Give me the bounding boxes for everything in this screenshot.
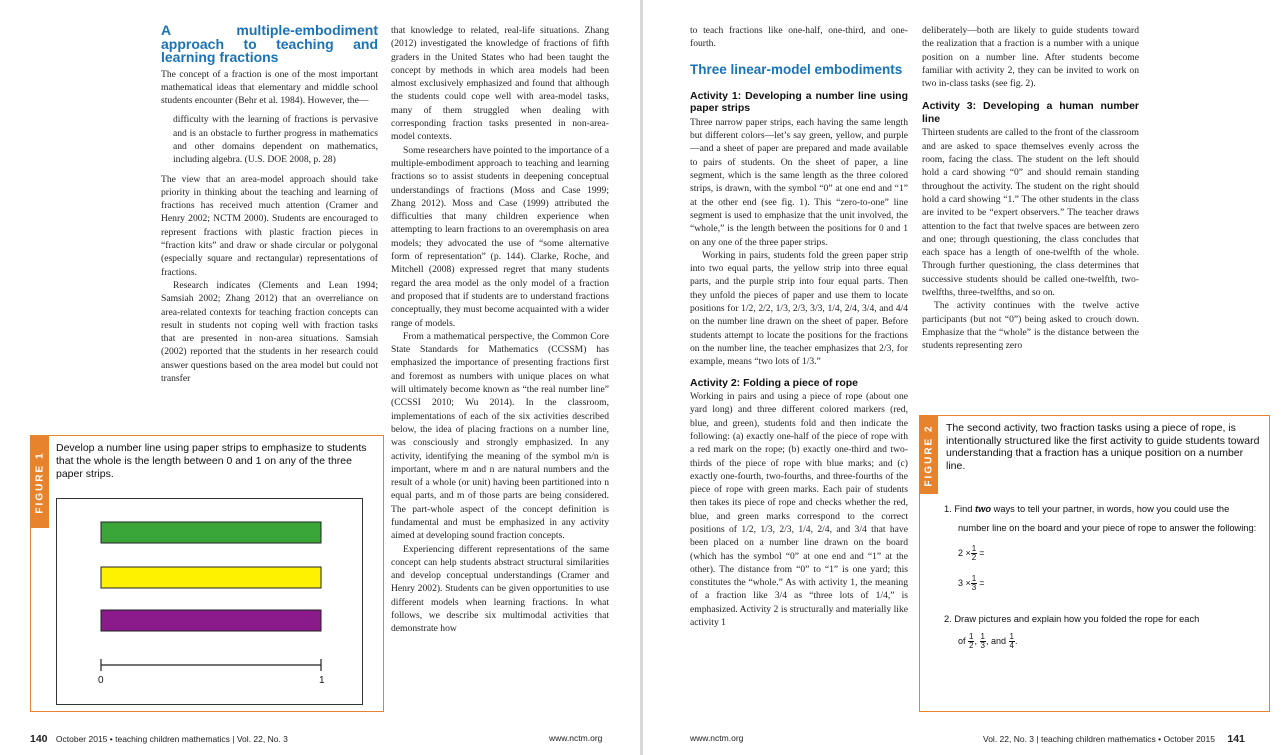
paragraph: The view that an area-model approach should take priority in thinking about the teaching and learning of fractions has received much attention (Cramer and Henry 2002; NCTM 2000). Students are encouraged to represent fractions with plastic fraction pieces in “fraction kits” and draw or shade circular or polygonal (especially square and rectangular) representations of fractions. — [161, 173, 378, 278]
right-column-1 — [690, 24, 908, 629]
paragraph: Working in pairs and using a piece of rope (about one yard long) and three different colored markers (red, blue, and green), students fold and then indicate the following: (a) exactly one-half of the piece of rope with a red mark on the rope; (b) exactly one-third and two-thirds of the piece of rope with blue marks; and (c) exactly one-fourth, two-fourths, and three-fourths of the piece of rope with green marks. Each pair of students then takes its piece of rope and checks whether the red, blue, and green marks correspond to the correct positions of 1/2, 1/3, 2/3, 1/4, 2/4, and 3/4 that have been placed on a number line drawn on the board (which has the symbol “0” at one end and “1” at the other). The distance from “0” to “1” is one yard; this constitutes the “whole.” As with activity 1, the meaning of a fraction like 3/4 as “three lots of 1/4,” is emphasized. Activity 2 is structurally and materially like activity 1 — [690, 391, 908, 629]
page-number: 141 — [1227, 733, 1245, 745]
activity-1-title: Activity 1: Developing a number line using paper strips — [690, 89, 908, 115]
figure-2-task-list — [944, 500, 1262, 653]
paragraph: Thirteen students are called to the front of the classroom and are asked to space themselves evenly across the room, facing the class. The student on the left should hold a card showing “0” and should remain standing throughout the activity. The student on the right should hold a card showing “1.” The other students in the class are invited to be “expert observers.” The teacher draws attention to the fact that twelve spaces are between zero and one; through questioning, the class concludes that each space has a length of one-twelfth of the whole. Through further questioning, the class determines that successive students should be called one-twelfth, two-twelfths, three-twelfths, and so on. — [922, 127, 1139, 299]
paragraph: From a mathematical perspective, the Common Core State Standards for Mathematics (CCSSM) has emphasized the importance of presenting fractions first and foremost as numbers with unique places on what will ultimately become known as “the real number line” (CCSSI 2010; Wu 2014). In the classroom, implementations of each of the six activities described below, the idea of placing fractions on a number line, was consciously and strongly emphasized. In any activity, identifying the meaning of the symbol m/n is important, where m and n are natural numbers and the result of a whole (or unit) having been partitioned into n equal parts, and m of those parts are being considered. The part-whole aspect of the concept definition is fundamental and must be emphasized in any activity aimed at developing sound fraction concepts. — [391, 330, 609, 542]
task-1-prefix: 1. Find — [944, 504, 973, 514]
figure-1-label: FIGURE 1 — [34, 450, 46, 514]
paragraph: deliberately—both are likely to guide students toward the realization that a fraction is a number with a unique position on a number line. After students become familiar with activity 2, they can be invited to work on two in-class tasks (see fig. 2). — [922, 25, 1139, 90]
paper-strips-diagram — [57, 499, 362, 704]
right-column-2 — [922, 24, 1139, 353]
equals-sign: = — [979, 547, 985, 558]
paragraph: Experiencing different representations of the same concept can help students abstract structural similarities and develop conceptual understandings (Cramer and Henry 2002). Students can be given opportunities to use different models when learning fractions. In what follows, we describe six multimodal activities that demonstrate how — [391, 543, 609, 635]
label-zero: 0 — [98, 675, 104, 686]
left-column-2 — [391, 24, 609, 636]
left-column-1 — [161, 24, 378, 385]
right-page — [643, 0, 1283, 755]
fraction: $\frac{1}{3}$ — [980, 631, 985, 650]
fraction: $\frac{1}{3}$ — [971, 573, 977, 592]
fraction: $\frac{1}{2}$ — [969, 631, 974, 650]
equals-sign: = — [979, 577, 985, 588]
paragraph: that knowledge to related, real-life situations. Zhang (2012) investigated the knowledge of fractions of fifth graders in the United States who had been taught the concept by methods in which area models had been almost exclusively emphasized and found that although the students could cope well with area-model tasks, many of them struggled when dealing with corresponding fraction tasks presented in non-area-model contexts. — [391, 25, 609, 143]
left-page — [0, 0, 640, 755]
figure-1-illustration — [56, 498, 363, 705]
journal-info: Vol. 22, No. 3 | teaching children mathematics • October 2015 — [983, 734, 1215, 744]
fraction: $\frac{1}{2}$ — [971, 543, 977, 562]
expr-1-mult: 2 × — [958, 547, 971, 558]
paragraph: to teach fractions like one-half, one-third, and one-fourth. — [690, 25, 908, 50]
paragraph: The activity continues with the twelve active participants (but not “0”) being asked to crouch down. Emphasize that the “whole” is the distance between the students representing zero — [922, 300, 1139, 352]
page-number: 140 — [30, 733, 48, 745]
left-footer — [30, 733, 288, 745]
activity-3-title: Activity 3: Developing a human number line — [922, 100, 1139, 125]
paragraph: Working in pairs, students fold the green paper strip into two equal parts, the yellow strip into three equal parts, and the purple strip into four equal parts. Then they unfold the pieces of paper and use them to locate positions for 1/2, 2/2, 1/3, 2/3, 3/3, 1/4, 2/4, 3/4, and 4/4 on the number line drawn on the sheet of paper. Before students attempt to locate the positions for the fractions on the number line, the teacher emphasizes that 2/3, for example, means “two lots of 1/3.” — [690, 249, 908, 368]
fraction: $\frac{1}{4}$ — [1009, 631, 1014, 650]
section-heading: Three linear-model embodiments — [690, 61, 903, 77]
figure-1-caption: Develop a number line using paper strips to emphasize to students that the whole is the length between 0 and 1 on any of the three paper strips. — [56, 442, 367, 480]
paragraph: Some researchers have pointed to the importance of a multiple-embodiment approach to teaching and learning fractions so to assist students in deepening conceptual understandings of fractions (Moss and Case 1999; Zhang 2012). Moss and Case (1999) attributed the difficulties that many children experience when attempting to learn fractions to an overemphasis on area models; they advocated the use of “some alternative form of representation” (p. 144). Clarke, Roche, and Mitchell (2008) expressed regret that many students regard the area model as the only model of a fraction and proposed that if students are to understand fractions conceptually, they must become acquainted with a wider range of models. — [391, 144, 609, 329]
figure-2-label: FIGURE 2 — [923, 423, 935, 487]
task-1-text: ways to tell your partner, in words, how you could use the number line on the board and your piece of rope to answer the following: — [958, 504, 1257, 533]
task-1-emphasis: two — [975, 504, 992, 514]
right-footer — [983, 733, 1245, 745]
expression-2 — [958, 568, 1262, 598]
paragraph: Research indicates (Clements and Lean 1994; Samsiah 2002; Zhang 2012) that an overreliance on area-related contexts for teaching fraction concepts can result in students not coping well with fraction tasks that are presented in non-area situations. Samsiah (2002) reported that the students in her research could answer questions based on the area model but could not transfer — [161, 279, 378, 385]
figure-2-caption: The second activity, two fraction tasks using a piece of rope, is intentionally structured like the first activity to guide students toward understanding that a fraction has a unique position on a number line. — [946, 422, 1260, 472]
activity-2-title: Activity 2: Folding a piece of rope — [690, 376, 859, 389]
of-word: of — [958, 635, 966, 646]
figure-2-tab — [920, 416, 938, 494]
figure-1-tab — [31, 436, 49, 528]
purple-strip — [101, 610, 321, 631]
label-one: 1 — [319, 675, 325, 686]
figure-2 — [919, 415, 1270, 712]
block-quote: difficulty with the learning of fractions is pervasive and is an obstacle to further progress in mathematics and other domains dependent on mathematics, including algebra. (U.S. DOE 2008, p. 28) — [173, 114, 378, 166]
expression-1 — [958, 538, 1262, 568]
paragraph: The concept of a fraction is one of the most important mathematical ideas that elementary and middle school students encounter (Behr et al. 1984). However, the— — [161, 68, 378, 107]
figure-1 — [30, 435, 384, 712]
paragraph: Three narrow paper strips, each having the same length but different colors—let’s say green, yellow, and purple—and a sheet of paper are prepared and made available to pairs of students. On the sheet of paper, a line segment, which is the same length as the three colored strips, is drawn, with the symbol “0” at one end and “1” at the other end (see fig. 1). This “zero-to-one” line segment is used to emphasize that the unit involved, the “whole,” is the length between the positions for 0 and 1 on any one of the three paper strips. — [690, 116, 908, 248]
expr-2-mult: 3 × — [958, 577, 971, 588]
yellow-strip — [101, 567, 321, 588]
fractions-list: of $\frac{1}{2}$ , $\frac{1}{3}$ , and $\frac{1}{4}$ . — [958, 631, 1018, 650]
section-title: A multiple-embodiment approach to teaching and learning fractions — [161, 22, 378, 65]
green-strip — [101, 522, 321, 543]
task-2: 2. Draw pictures and explain how you folded the rope for each — [944, 614, 1200, 624]
journal-info: October 2015 • teaching children mathematics | Vol. 22, No. 3 — [55, 734, 288, 744]
task-1 — [944, 500, 1262, 538]
left-footer-url: www.nctm.org — [549, 733, 603, 743]
right-footer-url: www.nctm.org — [690, 733, 744, 743]
